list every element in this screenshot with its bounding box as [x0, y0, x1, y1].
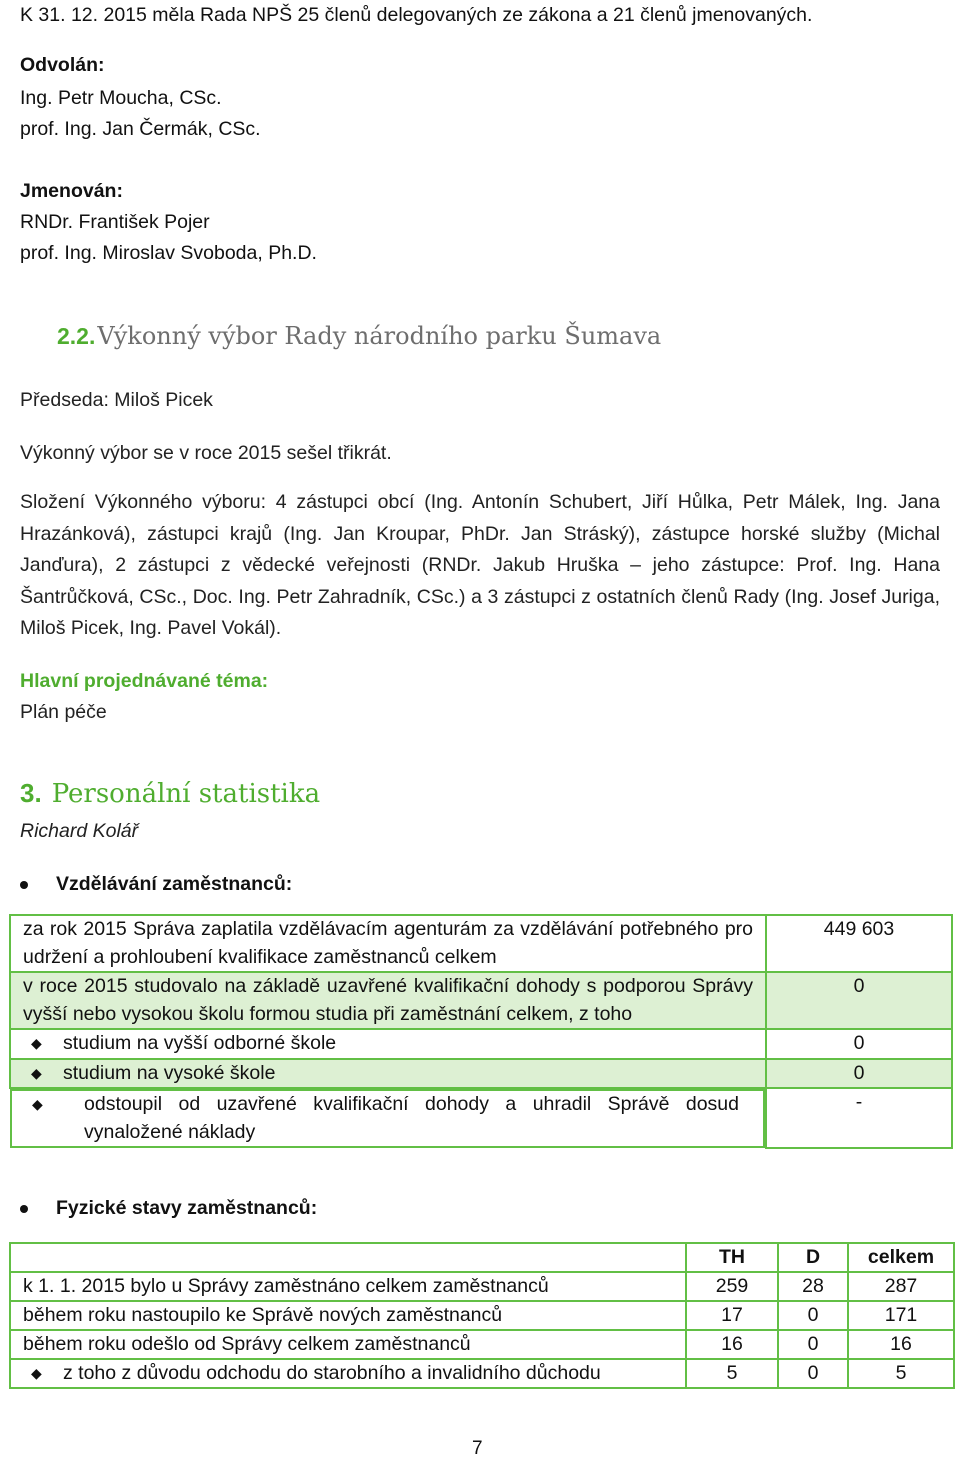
- topic-text: Plán péče: [20, 701, 107, 723]
- table-cell: 17: [686, 1301, 778, 1330]
- section-heading-3: [20, 778, 320, 809]
- cell-text: studium na vyšší odborné škole: [63, 1032, 337, 1054]
- table-cell: 16: [848, 1330, 954, 1359]
- appointed-person-1: RNDr. František Pojer: [20, 211, 210, 233]
- table-cell: 0: [778, 1359, 848, 1388]
- composition-line: Hrazánková), zástupci krajů (Ing. Jan Kroupar, PhDr. Jan Stráský), zástupce horské služby (Michal: [20, 522, 940, 545]
- section-number: 2.2.: [57, 323, 96, 349]
- table-cell: [10, 1243, 686, 1272]
- table-cell: [10, 1029, 766, 1059]
- column-header: D: [778, 1243, 848, 1272]
- cell-text: z toho z důvodu odchodu do starobního a invalidního důchodu: [63, 1362, 601, 1384]
- cell-value: 0: [853, 975, 865, 997]
- cell-text: odstoupil od uzavřené kvalifikační dohody a uhradil Správě dosud vynaložené náklady: [84, 1093, 739, 1143]
- table-cell: 259: [686, 1272, 778, 1301]
- cell-text: v roce 2015 studovalo na základě uzavřené kvalifikační dohody s podporou Správy vyšší nebo vysokou školu formou studia při zaměstnání celkem, z toho: [23, 975, 753, 1025]
- table-cell: [10, 1059, 766, 1089]
- table-row: [10, 1301, 954, 1330]
- table-cell: 5: [848, 1359, 954, 1388]
- intro-sentence: K 31. 12. 2015 měla Rada NPŠ 25 členů delegovaných ze zákona a 21 členů jmenovaných.: [20, 4, 813, 26]
- section-heading-2-2: [57, 322, 661, 350]
- table-cell: 0: [778, 1330, 848, 1359]
- table-row: [10, 1059, 952, 1089]
- table-cell: k 1. 1. 2015 bylo u Správy zaměstnáno celkem zaměstnanců: [10, 1272, 686, 1301]
- table-cell: [10, 1089, 765, 1148]
- table-cell: [10, 1359, 686, 1388]
- diamond-bullet-icon: ◆: [31, 1064, 42, 1081]
- table-cell: 171: [848, 1301, 954, 1330]
- table-cell: [766, 915, 952, 972]
- table-row: [10, 1088, 952, 1148]
- table-row: [10, 972, 952, 1029]
- recalled-heading: Odvolán:: [20, 54, 105, 76]
- diamond-bullet-icon: ◆: [31, 1035, 42, 1051]
- recalled-person-2: prof. Ing. Jan Čermák, CSc.: [20, 118, 261, 140]
- diamond-bullet-icon: ◆: [31, 1365, 42, 1381]
- composition-line: Miloš Picek, Ing. Pavel Vokál).: [20, 617, 282, 640]
- bullet-icon: [20, 881, 28, 889]
- section-author: Richard Kolář: [20, 820, 139, 842]
- table-row: [10, 915, 952, 972]
- composition-line: Šantrůčková, CSc., Doc. Ing. Petr Zahradník, CSc.) a 3 zástupci z ostatních členů Rady (Ing. Josef Juriga,: [20, 585, 940, 608]
- table-cell: [766, 1059, 952, 1089]
- composition-line: Janďura), 2 zástupci z vědecké veřejnosti (RNDr. Jakub Hruška – jeho zástupce: Prof. Ing. Hana: [20, 554, 940, 577]
- table-cell: 16: [686, 1330, 778, 1359]
- section-title: Výkonný výbor Rady národního parku Šumava: [97, 322, 662, 350]
- meetings-text: Výkonný výbor se v roce 2015 sešel třikrát.: [20, 442, 392, 464]
- cell-text: za rok 2015 Správa zaplatila vzdělávacím agenturám za vzdělávání potřebného pro udržení a prohloubení kvalifikace zaměstnanců celkem: [23, 918, 753, 968]
- column-header: TH: [686, 1243, 778, 1272]
- appointed-heading: Jmenován:: [20, 180, 123, 202]
- cell-value: -: [855, 1091, 863, 1113]
- staff-heading: Fyzické stavy zaměstnanců:: [56, 1197, 318, 1219]
- table-header-row: [10, 1243, 954, 1272]
- table-cell: [10, 915, 766, 972]
- education-heading: Vzdělávání zaměstnanců:: [56, 873, 293, 895]
- diamond-bullet-icon: ◆: [32, 1096, 43, 1112]
- section-title: Personální statistika: [51, 779, 321, 809]
- column-header: celkem: [848, 1243, 954, 1272]
- table-cell: 287: [848, 1272, 954, 1301]
- composition-line: Složení Výkonného výboru: 4 zástupci obcí (Ing. Antonín Schubert, Jiří Hůlka, Petr Málek, Ing. Jana: [20, 491, 940, 513]
- recalled-person-1: Ing. Petr Moucha, CSc.: [20, 87, 222, 109]
- table-cell: během roku odešlo od Správy celkem zaměstnanců: [10, 1330, 686, 1359]
- education-table: [9, 914, 953, 1149]
- cell-value: 449 603: [823, 918, 895, 940]
- section-number: 3.: [20, 778, 42, 808]
- table-row: [10, 1359, 954, 1388]
- table-cell: 5: [686, 1359, 778, 1388]
- table-cell: [766, 972, 952, 1029]
- table-row: [10, 1029, 952, 1059]
- chair-text: Předseda: Miloš Picek: [20, 389, 213, 411]
- bullet-icon: [20, 1205, 28, 1213]
- table-cell: [10, 972, 766, 1029]
- table-row: [10, 1330, 954, 1359]
- table-cell: během roku nastoupilo ke Správě nových zaměstnanců: [10, 1301, 686, 1330]
- cell-text: studium na vysoké škole: [63, 1061, 276, 1084]
- topic-heading: Hlavní projednávané téma:: [20, 670, 269, 692]
- table-row: [10, 1272, 954, 1301]
- table-cell: [766, 1088, 952, 1148]
- appointed-person-2: prof. Ing. Miroslav Svoboda, Ph.D.: [20, 242, 317, 264]
- cell-value: 0: [853, 1032, 865, 1054]
- table-cell: 0: [778, 1301, 848, 1330]
- staff-table: [9, 1242, 955, 1389]
- table-cell: 28: [778, 1272, 848, 1301]
- table-cell: [766, 1029, 952, 1059]
- page-number: 7: [472, 1438, 483, 1459]
- composition-paragraph: [20, 487, 940, 645]
- cell-value: 0: [853, 1061, 865, 1084]
